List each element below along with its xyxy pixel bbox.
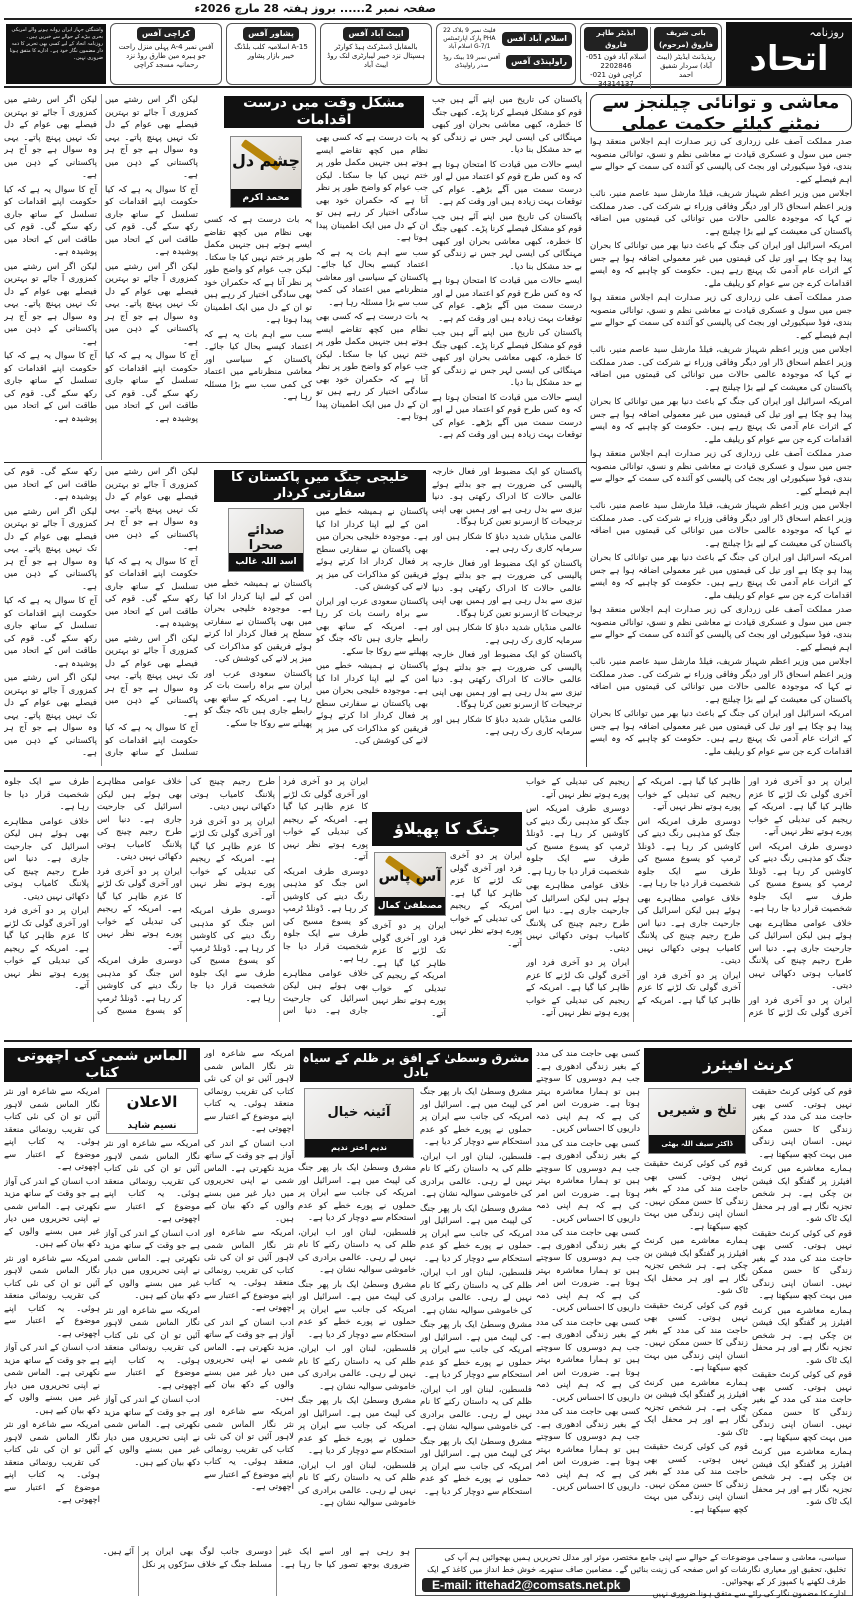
column-body xyxy=(644,1158,748,1542)
paragraph: مشرق وسطیٰ ایک بار پھر جنگ کی لپیٹ میں ہے۔ اسرائیل اور امریکہ کی جانب سے ایران پر حملوں نے پورے خطے کو عدم استحکام سے دوچار کر دیا ہے۔ xyxy=(420,1203,532,1264)
column-body xyxy=(316,132,428,460)
paragraph: لیکن اگر اس رشتے میں کمزوری آ جائے تو بہترین فیصلے بھی عوام کے دل تک نہیں پہنچ پاتے۔ یہی وہ سوال ہے جو آج ہر پاکستانی کے ذہن میں ہے۔ xyxy=(4,673,97,758)
paragraph: ایسے حالات میں قیادت کا امتحان ہوتا ہے کہ وہ کس طرح قوم کو اعتماد میں لے اور درست سمت میں آگے بڑھے۔ عوام کی توقعات بہت زیادہ ہیں اور وقت کم ہے۔ xyxy=(432,392,582,440)
paragraph: آج کا سوال یہ ہے کہ کیا حکومت اپنے اقدامات کو تسلسل کے ساتھ جاری رکھ سکے گی۔ قوم کی طاقت اس کے اتحاد میں پوشیدہ ہے۔ xyxy=(105,556,198,629)
paragraph: آج کا سوال یہ ہے کہ کیا حکومت اپنے اقدامات کو تسلسل کے ساتھ جاری رکھ سکے گی۔ قوم کی طاقت اس کے اتحاد میں پوشیدہ ہے۔ xyxy=(105,351,198,424)
paragraph: امریکہ سے شاعرہ اور نثر نگار الماس شمی لاہور آئیں تو ان کی نئی کتاب کی تقریب رونمائی منعقد ہوئی۔ یہ کتاب اپنے موضوع کے اعتبار سے اچھوتی ہے۔ xyxy=(204,1228,294,1313)
paragraph: اجلاس میں وزیر اعظم شہباز شریف، فیلڈ مارشل سید عاصم منیر، نائب وزیر اعظم اسحاق ڈار اور دیگر وفاقی وزراء نے شرکت کی۔ صدر مملکت نے کہا کہ موجودہ عالمی حالات میں توانائی کی قیمتوں میں اضافہ پاکستان کی معیشت کے لیے بڑا چیلنج ہے۔ xyxy=(590,501,852,549)
paragraph: قوم کی کوئی کرنٹ حقیقت نہیں ہوتی۔ کسی بھی حاجت مند کی مدد کے بغیر زندگی کا حسن ممکن نہیں۔ انسان اپنی زندگی میں بہت کچھ سیکھتا ہے۔ xyxy=(644,1159,748,1232)
paragraph: پاکستان کی تاریخ میں اپنے آئے ہیں جب قوم کو مشکل فیصلے کرنا پڑے۔ کبھی جنگ کا خطرہ، کبھی معاشی بحران اور کبھی مہنگائی کی ایسی لہر جس نے زندگی کو بے حد مشکل بنا دیا۔ xyxy=(432,211,582,272)
paragraph: قوم کی کوئی کرنٹ حقیقت نہیں ہوتی۔ کسی بھی حاجت مند کی مدد کے بغیر زندگی کا حسن ممکن نہیں۔ انسان اپنی زندگی میں بہت کچھ سیکھتا ہے۔ xyxy=(644,1300,748,1373)
column-headline: جنگ کا پھیلاؤ xyxy=(372,812,522,846)
paragraph: ایران پر دو آخری فرد اور آخری گولی تک لڑنے کا عزم ظاہر کیا گیا ہے۔ امریکہ کے ریجیم کی تبدیلی کے خواب پورے ہوتے نظر نہیں آتے۔ xyxy=(748,777,852,837)
phone-islamabad: 051-2202846 xyxy=(585,53,632,70)
column-body xyxy=(204,1048,294,1542)
paragraph: دوسری طرف امریکہ اس جنگ کو مذہبی رنگ دینے کی کاوشیں کر رہا ہے۔ ڈونلڈ ٹرمپ کو یسوع مسیح کی طرف سے ایک جلوہ شخصیت قرار دیا جا رہا ہے۔ xyxy=(748,841,852,914)
paragraph: پاکستان نے ہمیشہ خطے میں امن کے لیے اپنا کردار ادا کیا ہے۔ موجودہ خلیجی بحران میں بھی پاکستان نے سفارتی سطح پر فعال کردار ادا کرتے ہوئے فریقین کو مذاکرات کی میز پر لانے کی کوشش کی۔ xyxy=(316,661,428,746)
paragraph: ادب انسان کے اندر کی آواز ہے جو وقت کے ساتھ مزید نکھرتی ہے۔ الماس شمی نے اپنی تحریروں میں دیار غیر میں بسنے والوں کے دکھ بیان کیے ہیں۔ xyxy=(204,1317,294,1403)
abbottabad-box xyxy=(320,23,432,85)
column-body xyxy=(4,776,368,1022)
peshawar-box xyxy=(226,23,316,85)
paragraph: پاکستان نے ہمیشہ خطے میں امن کے لیے اپنا کردار ادا کیا ہے۔ موجودہ خلیجی بحران میں بھی پاکستان نے سفارتی سطح پر فعال کردار ادا کرتے ہوئے فریقین کو مذاکرات کی میز پر لانے کی کوشش کی۔ xyxy=(316,507,428,592)
peshawar-office: پشاور آفس xyxy=(243,27,299,41)
paragraph: کسی بھی حاجت مند کی مدد کے بغیر زندگی ادھوری ہے۔ جب ہم دوسروں کا سوچتے ہیں تو ہمارا معاشرہ بہتر ہوتا ہے۔ ضرورت اس امر کی ہے کہ ہم اپنی ذمہ داریوں کا احساس کریں۔ xyxy=(536,1407,640,1492)
paragraph: امریکہ اسرائیل اور ایران کی جنگ کے باعث دنیا بھر میں توانائی کا بحران پیدا ہو چکا ہے اور تیل کی قیمتوں میں غیر معمولی اضافہ ہوا ہے جس کے اثرات عام آدمی تک پہنچ رہے ہیں۔ حکومت کو چاہیے کہ وہ ایسے اقدامات کرے جن سے عوام کو ریلیف ملے۔ xyxy=(590,553,852,601)
divider xyxy=(4,1040,852,1042)
paragraph: امریکہ سے شاعرہ اور نثر نگار الماس شمی لاہور آئیں تو ان کی نئی کتاب کی تقریب رونمائی منعقد ہوئی۔ یہ کتاب اپنے موضوع کے اعتبار سے اچھوتی ہے۔ xyxy=(4,1253,100,1339)
article-text: ہو رہی ہے اور اسے ایک غیر ضروری بوجھ تصور کیا جا رہا ہے۔ دوسری جانب لوگ بھی ایران پر مسلط جنگ کے خلاف سڑکوں پر نکل آئے ہیں۔ xyxy=(102,1547,410,1570)
paragraph: پاکستان سعودی عرب اور ایران سے براہ راست بات کر رہا ہے۔ امریکہ کے ساتھ بھی رابطے جاری ہیں تاکہ جنگ کو پھیلنے سے روکا جا سکے۔ xyxy=(316,596,428,657)
paragraph: لیکن اگر اس رشتے میں کمزوری آ جائے تو بہترین فیصلے بھی عوام کے دل تک نہیں پہنچ پاتے۔ یہی وہ سوال ہے جو آج ہر پاکستانی کے ذہن میں ہے۔ xyxy=(105,95,198,180)
column-headline: مشکل وقت میں درست اقدامات xyxy=(224,96,424,128)
column-body xyxy=(450,850,522,1022)
paragraph: ادب انسان کے اندر کی آواز ہے جو وقت کے ساتھ مزید نکھرتی ہے۔ الماس شمی نے اپنی تحریروں میں دیار غیر میں بسنے والوں کے دکھ بیان کیے ہیں۔ xyxy=(204,1138,294,1224)
editor-label: ایڈیٹر طاہر فاروق xyxy=(584,27,648,51)
paragraph: مشرق وسطیٰ ایک بار پھر جنگ کی لپیٹ میں ہے۔ اسرائیل اور امریکہ کی جانب سے ایران پر حملوں نے پورے خطے کو عدم استحکام سے دوچار کر دیا ہے۔ xyxy=(298,1279,416,1340)
paragraph: خلاف عوامی مظاہرے بھی ہوئے ہیں لیکن اسرائیل کی جارحیت جاری ہے۔ دنیا اس طرح رجیم چینج کی پلاننگ کامیاب ہوتی دکھائی نہیں دیتی۔ xyxy=(637,893,741,966)
column-headline: کرنٹ افیئرز xyxy=(644,1048,852,1082)
paragraph: ایران پر دو آخری فرد اور آخری گولی تک لڑنے کا عزم ظاہر کیا گیا ہے۔ امریکہ کے ریجیم کی تبدیلی کے خواب پورے ہوتے نظر نہیں آتے۔ xyxy=(283,777,368,862)
paragraph: مشرق وسطیٰ ایک بار پھر جنگ کی لپیٹ میں ہے۔ اسرائیل اور امریکہ کی جانب سے ایران پر حملوں نے پورے خطے کو عدم استحکام سے دوچار کر دیا ہے۔ xyxy=(420,1436,532,1497)
paragraph: فلسطین، لبنان اور اب ایران، ظلم کی یہ داستان رکنے کا نام نہیں لے رہی۔ عالمی برادری کی خاموشی سوالیہ نشان ہے۔ xyxy=(298,1460,416,1508)
paragraph: فلسطین، لبنان اور اب ایران، ظلم کی یہ داستان رکنے کا نام نہیں لے رہی۔ عالمی برادری کی خاموشی سوالیہ نشان ہے۔ xyxy=(298,1344,416,1392)
article-text xyxy=(4,94,198,460)
paragraph: ایسے حالات میں قیادت کا امتحان ہوتا ہے کہ وہ کس طرح قوم کو اعتماد میں لے اور درست سمت میں آگے بڑھے۔ عوام کی توقعات بہت زیادہ ہیں اور وقت کم ہے۔ xyxy=(432,276,582,324)
paragraph: لیکن اگر اس رشتے میں کمزوری آ جائے تو بہترین فیصلے بھی عوام کے دل تک نہیں پہنچ پاتے۔ یہی وہ سوال ہے جو آج ہر پاکستانی کے ذہن میں ہے۔ xyxy=(105,261,198,347)
column-logo-al-elan xyxy=(106,1088,198,1134)
column-logo-title: آئینہ خیال xyxy=(327,1105,391,1120)
paragraph: امریکہ سے شاعرہ اور نثر نگار الماس شمی لاہور آئیں تو ان کی نئی کتاب کی تقریب رونمائی منعقد ہوئی۔ یہ کتاب اپنے موضوع کے اعتبار سے اچھوتی ہے۔ xyxy=(204,1049,294,1134)
islamabad-rawalpindi-box xyxy=(436,23,576,85)
paragraph: لیکن اگر اس رشتے میں کمزوری آ جائے تو بہترین فیصلے بھی عوام کے دل تک نہیں پہنچ پاتے۔ یہی وہ سوال ہے جو آج ہر پاکستانی کے ذہن میں ہے۔ xyxy=(4,261,97,347)
paragraph: عالمی منڈیاں شدید دباؤ کا شکار ہیں اور سرمایہ کاری رک رہی ہے۔ xyxy=(432,714,582,737)
paragraph: پاکستان کی تاریخ میں اپنے آئے ہیں جب قوم کو مشکل فیصلے کرنا پڑے۔ کبھی جنگ کا خطرہ، کبھی معاشی بحران اور کبھی مہنگائی کی ایسی لہر جس نے زندگی کو بے حد مشکل بنا دیا۔ xyxy=(432,328,582,388)
paragraph: کسی بھی حاجت مند کی مدد کے بغیر زندگی ادھوری ہے۔ جب ہم دوسروں کا سوچتے ہیں تو ہمارا معاشرہ بہتر ہوتا ہے۔ ضرورت اس امر کی ہے کہ ہم اپنی ذمہ داریوں کا احساس کریں۔ xyxy=(536,1138,640,1224)
paragraph: کسی بھی حاجت مند کی مدد کے بغیر زندگی ادھوری ہے۔ جب ہم دوسروں کا سوچتے ہیں تو ہمارا معاشرہ بہتر ہوتا ہے۔ ضرورت اس امر کی ہے کہ ہم اپنی ذمہ داریوں کا احساس کریں۔ xyxy=(536,1049,640,1134)
paragraph: آج کا سوال یہ ہے کہ کیا حکومت اپنے اقدامات کو تسلسل کے ساتھ جاری رکھ سکے گی۔ قوم کی طاقت اس کے اتحاد میں پوشیدہ ہے۔ xyxy=(4,467,198,758)
paragraph: دوسری طرف امریکہ اس جنگ کو مذہبی رنگ دینے کی کاوشیں کر رہا ہے۔ ڈونلڈ ٹرمپ کو یسوع مسیح کی طرف سے ایک جلوہ شخصیت قرار دیا جا رہا ہے۔ xyxy=(637,816,741,889)
column-headline: خلیجی جنگ میں پاکستان کا سفارتی کردار xyxy=(214,470,426,502)
karachi-office: کراچی آفس xyxy=(137,27,195,41)
paragraph: خلاف عوامی مظاہرے بھی ہوئے ہیں لیکن اسرائیل کی جارحیت جاری ہے۔ دنیا اس طرح رجیم چینج کی پلاننگ کامیاب ہوتی دکھائی نہیں دیتی۔ xyxy=(190,777,368,1016)
paragraph: پاکستان کو ایک مضبوط اور فعال خارجہ پالیسی کی ضرورت ہے جو بدلتے ہوئے عالمی حالات کا ادراک رکھتی ہو۔ دنیا تیزی سے بدل رہی ہے اور ہمیں بھی اپنی ترجیحات کا ازسرنو تعین کرنا ہوگا۔ xyxy=(432,558,582,619)
paragraph: فلسطین، لبنان اور اب ایران، ظلم کی یہ داستان رکنے کا نام نہیں لے رہی۔ عالمی برادری کی خاموشی سوالیہ نشان ہے۔ xyxy=(298,1227,416,1275)
paragraph: صدر مملکت آصف علی زرداری کی زیر صدارت اہم اجلاس منعقد ہوا جس میں سول و عسکری قیادت نے معاشی نظم و نسق، توانائی منصوبہ بندی، فوڈ سیکیورٹی اور بجٹ کی پالیسی کو آئندہ کی سمت کے حوالے سے اہم فیصلے کیے۔ xyxy=(590,293,852,341)
paragraph: قوم کی کوئی کرنٹ حقیقت نہیں ہوتی۔ کسی بھی حاجت مند کی مدد کے بغیر زندگی کا حسن ممکن نہیں۔ انسان اپنی زندگی میں بہت کچھ سیکھتا ہے۔ xyxy=(644,1442,748,1515)
phone-label: اسلام آباد فون xyxy=(604,53,647,61)
paragraph: خلاف عوامی مظاہرے بھی ہوئے ہیں لیکن اسرائیل کی جارحیت جاری ہے۔ دنیا اس طرح رجیم چینج کی پلاننگ کامیاب ہوتی دکھائی نہیں دیتی۔ xyxy=(97,777,182,862)
resident-editor: ریذیڈنٹ ایڈیٹر (ایبٹ آباد) سردار شفیق احمد xyxy=(656,53,716,79)
paragraph: خلاف عوامی مظاہرے بھی ہوئے ہیں لیکن اسرائیل کی جارحیت جاری ہے۔ دنیا اس طرح رجیم چینج کی پلاننگ کامیاب ہوتی دکھائی نہیں دیتی۔ xyxy=(4,816,89,902)
column-body xyxy=(316,506,428,768)
paragraph: لیکن اگر اس رشتے میں کمزوری آ جائے تو بہترین فیصلے بھی عوام کے دل تک نہیں پہنچ پاتے۔ یہی وہ سوال ہے جو آج ہر پاکستانی کے ذہن میں ہے۔ xyxy=(4,506,97,592)
founder-label: بانی شریف فاروق (مرحوم) xyxy=(654,27,718,51)
submission-notice xyxy=(415,1548,853,1596)
paragraph: آج کا سوال یہ ہے کہ کیا حکومت اپنے اقدامات کو تسلسل کے ساتھ جاری رکھ سکے گی۔ قوم کی طاقت اس کے اتحاد میں پوشیدہ ہے۔ xyxy=(4,596,97,669)
column-logo-talkh-o-shireen xyxy=(648,1088,746,1154)
column-body xyxy=(752,1086,852,1542)
paragraph: آج کا سوال یہ ہے کہ کیا حکومت اپنے اقدامات کو تسلسل کے ساتھ جاری رکھ سکے گی۔ قوم کی طاقت اس کے اتحاد میں پوشیدہ ہے۔ xyxy=(4,184,97,257)
column-logo-aas-paas xyxy=(374,852,446,916)
column-logo-title: آس پاس xyxy=(378,867,442,885)
email-link[interactable]: E-mail: ittehad2@comsats.net.pk xyxy=(422,1578,630,1592)
paragraph: ایران پر دو آخری فرد اور آخری گولی تک لڑنے کا عزم ظاہر کیا گیا ہے۔ امریکہ کے ریجیم کی تبدیلی کے خواب پورے ہوتے نظر نہیں آتے۔ xyxy=(637,777,852,1018)
paragraph: امریکہ سے شاعرہ اور نثر نگار الماس شمی لاہور آئیں تو ان کی نئی کتاب کی تقریب رونمائی منعقد ہوئی۔ یہ کتاب اپنے موضوع کے اعتبار سے اچھوتی ہے۔ xyxy=(104,1305,200,1391)
paragraph: اجلاس میں وزیر اعظم شہباز شریف، فیلڈ مارشل سید عاصم منیر، نائب وزیر اعظم اسحاق ڈار اور دیگر وفاقی وزراء نے شرکت کی۔ صدر مملکت نے کہا کہ موجودہ عالمی حالات میں توانائی کی قیمتوں میں اضافہ پاکستان کی معیشت کے لیے بڑا چیلنج ہے۔ xyxy=(590,189,852,237)
column-body xyxy=(420,1086,532,1542)
paragraph: صدر مملکت آصف علی زرداری کی زیر صدارت اہم اجلاس منعقد ہوا جس میں سول و عسکری قیادت نے معاشی نظم و نسق، توانائی منصوبہ بندی، فوڈ سیکیورٹی اور بجٹ کی پالیسی کو آئندہ کی سمت کے حوالے سے اہم فیصلے کیے۔ xyxy=(590,449,852,497)
paragraph: صدر مملکت آصف علی زرداری کی زیر صدارت اہم اجلاس منعقد ہوا جس میں سول و عسکری قیادت نے معاشی نظم و نسق، توانائی منصوبہ بندی، فوڈ سیکیورٹی اور بجٹ کی پالیسی کو آئندہ کی سمت کے حوالے سے اہم فیصلے کیے۔ xyxy=(590,605,852,653)
masthead xyxy=(4,18,852,88)
paragraph: فلسطین، لبنان اور اب ایران، ظلم کی یہ داستان رکنے کا نام نہیں لے رہی۔ عالمی برادری کی خاموشی سوالیہ نشان ہے۔ xyxy=(420,1268,532,1316)
paragraph: ایران پر دو آخری فرد اور آخری گولی تک لڑنے کا عزم ظاہر کیا گیا ہے۔ امریکہ کے ریجیم کی تبدیلی کے خواب پورے ہوتے نظر نہیں آتے۔ xyxy=(190,816,275,902)
paragraph: ایران پر دو آخری فرد اور آخری گولی تک لڑنے کا عزم ظاہر کیا گیا ہے۔ امریکہ کے ریجیم کی تبدیلی کے خواب پورے ہوتے نظر نہیں آتے۔ xyxy=(450,851,522,949)
paragraph: ادب انسان کے اندر کی آواز ہے جو وقت کے ساتھ مزید نکھرتی ہے۔ الماس شمی نے اپنی تحریروں میں دیار غیر میں بسنے والوں کے دکھ بیان کیے ہیں۔ xyxy=(4,1343,100,1416)
paragraph: دوسری طرف امریکہ اس جنگ کو مذہبی رنگ دینے کی کاوشیں کر رہا ہے۔ ڈونلڈ ٹرمپ کو یسوع مسیح کی طرف سے ایک جلوہ شخصیت قرار دیا جا رہا ہے۔ xyxy=(526,804,630,877)
paragraph: کسی بھی حاجت مند کی مدد کے بغیر زندگی ادھوری ہے۔ جب ہم دوسروں کا سوچتے ہیں تو ہمارا معاشرہ بہتر ہوتا ہے۔ ضرورت اس امر کی ہے کہ ہم اپنی ذمہ داریوں کا احساس کریں۔ xyxy=(536,1317,640,1403)
paragraph: مشرق وسطیٰ ایک بار پھر جنگ کی لپیٹ میں ہے۔ اسرائیل اور امریکہ کی جانب سے ایران پر حملوں نے پورے خطے کو عدم استحکام سے دوچار کر دیا ہے۔ xyxy=(298,1163,416,1223)
column-logo-sada-e-sehra xyxy=(228,508,304,572)
paragraph: مشرق وسطیٰ ایک بار پھر جنگ کی لپیٹ میں ہے۔ اسرائیل اور امریکہ کی جانب سے ایران پر حملوں نے پورے خطے کو عدم استحکام سے دوچار کر دیا ہے۔ xyxy=(298,1396,416,1456)
paragraph: یہ بات درست ہے کہ کسی بھی نظام میں کچھ تقاضے ایسے ہوتے ہیں جنہیں مکمل طور پر ختم نہیں کیا جا سکتا۔ لیکن جب عوام کو واضح طور پر نظر آتا ہے کہ حکمران خود بھی سادگی اختیار کر رہے ہیں تو ان کے دل میں ایک اطمینان پیدا ہوتا ہے۔ xyxy=(204,215,312,325)
paragraph: ہمارے معاشرے میں کرنٹ افیئرز پر گفتگو ایک فیشن بن چکی ہے۔ ہر شخص تجزیہ نگار ہے اور ہر محفل ایک ٹاک شو۔ xyxy=(752,1305,852,1366)
abbottabad-office: ایبٹ آباد آفس xyxy=(343,27,408,41)
paragraph: ادب انسان کے اندر کی آواز ہے جو وقت کے ساتھ مزید نکھرتی ہے۔ الماس شمی نے اپنی تحریروں میں دیار غیر میں بسنے والوں کے دکھ بیان کیے ہیں۔ xyxy=(4,1176,100,1249)
paragraph: سب سے اہم بات یہ ہے کہ اعتماد کیسے بحال کیا جائے۔ پاکستان کے سیاسی اور معاشی منظرنامے میں اعتماد کی کمی سب سے بڑا مسئلہ رہا ہے۔ xyxy=(204,329,312,402)
divider xyxy=(586,92,587,767)
article-text xyxy=(432,466,582,766)
phone-karachi: 021-34314137 xyxy=(590,71,634,88)
newspaper-logo xyxy=(726,22,852,86)
paragraph: صدر مملکت آصف علی زرداری کی زیر صدارت اہم اجلاس منعقد ہوا جس میں سول و عسکری قیادت نے معاشی نظم و نسق، توانائی منصوبہ بندی، فوڈ سیکیورٹی اور بجٹ کی پالیسی کو آئندہ کی سمت کے حوالے سے اہم فیصلے کیے۔ xyxy=(590,137,852,185)
divider xyxy=(4,770,852,772)
column-logo-aaina-e-khayal xyxy=(304,1088,414,1158)
paragraph: ایران پر دو آخری فرد اور آخری گولی تک لڑنے کا عزم ظاہر کیا گیا ہے۔ امریکہ کے ریجیم کی تبدیلی کے خواب پورے ہوتے نظر نہیں آتے۔ xyxy=(4,906,89,991)
column-body xyxy=(298,1162,416,1542)
paragraph: اجلاس میں وزیر اعظم شہباز شریف، فیلڈ مارشل سید عاصم منیر، نائب وزیر اعظم اسحاق ڈار اور دیگر وفاقی وزراء نے شرکت کی۔ صدر مملکت نے کہا کہ موجودہ عالمی حالات میں توانائی کی قیمتوں میں اضافہ پاکستان کی معیشت کے لیے بڑا چیلنج ہے۔ xyxy=(590,345,852,393)
column-logo-title: تلخ و شیریں xyxy=(657,1103,737,1118)
logo-subtitle: روزنامہ xyxy=(809,26,844,39)
column-body xyxy=(204,214,312,460)
paragraph: مشرق وسطیٰ ایک بار پھر جنگ کی لپیٹ میں ہے۔ اسرائیل اور امریکہ کی جانب سے ایران پر حملوں نے پورے خطے کو عدم استحکام سے دوچار کر دیا ہے۔ xyxy=(420,1087,532,1147)
editor-box xyxy=(580,23,722,88)
column-body xyxy=(4,1086,100,1542)
paragraph: دوسری طرف امریکہ اس جنگ کو مذہبی رنگ دینے کی کاوشیں کر رہا ہے۔ ڈونلڈ ٹرمپ کو یسوع مسیح کی طرف سے ایک جلوہ شخصیت قرار دیا جا رہا ہے۔ xyxy=(190,906,275,1004)
paragraph: قوم کی کوئی کرنٹ حقیقت نہیں ہوتی۔ کسی بھی حاجت مند کی مدد کے بغیر زندگی کا حسن ممکن نہیں۔ انسان اپنی زندگی میں بہت کچھ سیکھتا ہے۔ xyxy=(752,1087,852,1160)
paragraph: امریکہ اسرائیل اور ایران کی جنگ کے باعث دنیا بھر میں توانائی کا بحران پیدا ہو چکا ہے اور تیل کی قیمتوں میں غیر معمولی اضافہ ہوا ہے جس کے اثرات عام آدمی تک پہنچ رہے ہیں۔ حکومت کو چاہیے کہ وہ ایسے اقدامات کرے جن سے عوام کو ریلیف ملے۔ xyxy=(590,709,852,757)
paragraph: قوم کی کوئی کرنٹ حقیقت نہیں ہوتی۔ کسی بھی حاجت مند کی مدد کے بغیر زندگی کا حسن ممکن نہیں۔ انسان اپنی زندگی میں بہت کچھ سیکھتا ہے۔ xyxy=(752,1228,852,1301)
paragraph: اجلاس میں وزیر اعظم شہباز شریف، فیلڈ مارشل سید عاصم منیر، نائب وزیر اعظم اسحاق ڈار اور دیگر وفاقی وزراء نے شرکت کی۔ صدر مملکت نے کہا کہ موجودہ عالمی حالات میں توانائی کی قیمتوں میں اضافہ پاکستان کی معیشت کے لیے بڑا چیلنج ہے۔ xyxy=(590,657,852,705)
paragraph: ایران پر دو آخری فرد اور آخری گولی تک لڑنے کا عزم ظاہر کیا گیا ہے۔ امریکہ کے ریجیم کی تبدیلی کے خواب پورے ہوتے نظر نہیں آتے۔ xyxy=(526,777,741,1006)
paragraph: ایران پر دو آخری فرد اور آخری گولی تک لڑنے کا عزم ظاہر کیا گیا ہے۔ امریکہ کے ریجیم کی تبدیلی کے خواب پورے ہوتے نظر نہیں آتے۔ xyxy=(372,921,446,1019)
column-body xyxy=(526,776,852,1022)
editorial-headline: معاشی و توانائی چیلنجز سے نمٹنے کیلئے حکمت عملی xyxy=(590,94,852,132)
paragraph: آج کا سوال یہ ہے کہ کیا حکومت اپنے اقدامات کو تسلسل کے ساتھ جاری رکھ سکے گی۔ قوم کی طاقت اس کے اتحاد میں پوشیدہ ہے۔ xyxy=(105,184,198,257)
columnist-name: اسد اللہ غالب xyxy=(229,553,303,571)
karachi-address: آفس نمبر A-4 پہلی منزل راحت جو ہیرہ مین طارق روڈ نزد رحمانیہ مسجد کراچی xyxy=(118,43,214,69)
paragraph: امریکہ سے شاعرہ اور نثر نگار الماس شمی لاہور آئیں تو ان کی نئی کتاب کی تقریب رونمائی منعقد ہوئی۔ یہ کتاب اپنے موضوع کے اعتبار سے اچھوتی ہے۔ xyxy=(104,1139,200,1224)
column-body xyxy=(372,776,522,808)
column-logo-title: الاعلان xyxy=(126,1093,178,1111)
column-headline: مشرق وسطیٰ کے افق پر ظلم کے سیاہ بادل xyxy=(300,1048,532,1082)
logo-title: اتحاد xyxy=(749,39,829,79)
columnist-name: ندیم اختر ندیم xyxy=(305,1139,413,1157)
phone-label: کراچی فون xyxy=(608,71,642,79)
paragraph: ادب انسان کے اندر کی آواز ہے جو وقت کے ساتھ مزید نکھرتی ہے۔ الماس شمی نے اپنی تحریروں میں دیار غیر میں بسنے والوں کے دکھ بیان کیے ہیں۔ xyxy=(104,1228,200,1301)
page-date-line: صفحہ نمبر 2...... بروز ہفتہ 28 مارچ 2026ء xyxy=(194,2,436,15)
columnist-name: ڈاکٹر سیف اللہ بھٹی xyxy=(649,1135,745,1153)
disclaimer-text: ادارے کا مضمون نگار کی رائے سے متفق ہونا ضروری نہیں xyxy=(652,1589,846,1598)
paragraph: مشرق وسطیٰ ایک بار پھر جنگ کی لپیٹ میں ہے۔ اسرائیل اور امریکہ کی جانب سے ایران پر حملوں نے پورے خطے کو عدم استحکام سے دوچار کر دیا ہے۔ xyxy=(420,1320,532,1380)
paragraph: فلسطین، لبنان اور اب ایران، ظلم کی یہ داستان رکنے کا نام نہیں لے رہی۔ عالمی برادری کی خاموشی سوالیہ نشان ہے۔ xyxy=(420,1384,532,1432)
column-headline: الماس شمی کی اچھوتی کتاب xyxy=(4,1048,200,1082)
paragraph: ہمارے معاشرے میں کرنٹ افیئرز پر گفتگو ایک فیشن بن چکی ہے۔ ہر شخص تجزیہ نگار ہے اور ہر محفل ایک ٹاک شو۔ xyxy=(752,1447,852,1507)
peshawar-address: 15-A اسلامیہ کلب بلڈنگ خیبر بازار پشاور xyxy=(234,43,308,60)
paragraph: پاکستان کو ایک مضبوط اور فعال خارجہ پالیسی کی ضرورت ہے جو بدلتے ہوئے عالمی حالات کا ادراک رکھتی ہو۔ دنیا تیزی سے بدل رہی ہے اور ہمیں بھی اپنی ترجیحات کا ازسرنو تعین کرنا ہوگا۔ xyxy=(432,467,582,527)
paragraph: پاکستان کو ایک مضبوط اور فعال خارجہ پالیسی کی ضرورت ہے جو بدلتے ہوئے عالمی حالات کا ادراک رکھتی ہو۔ دنیا تیزی سے بدل رہی ہے اور ہمیں بھی اپنی ترجیحات کا ازسرنو تعین کرنا ہوگا۔ xyxy=(432,650,582,710)
paragraph: یہ بات درست ہے کہ کسی بھی نظام میں کچھ تقاضے ایسے ہوتے ہیں جنہیں مکمل طور پر ختم نہیں کیا جا سکتا۔ لیکن جب عوام کو واضح طور پر نظر آتا ہے کہ حکمران خود بھی سادگی اختیار کر رہے ہیں تو ان کے دل میں ایک اطمینان پیدا ہوتا ہے۔ xyxy=(316,312,428,422)
masthead-notice: واشنگٹن جہاز ایران روانہ ہونے والے امریکی بحری بیڑے کے حوالے سے خبریں ہیں۔ روزنامہ اتحاد کے لیے کسی بھی تحریر کا ذمہ دار مضمون نگار خود ہے۔ ادارے کا متفق ہونا ضروری نہیں۔ xyxy=(6,24,106,84)
islamabad-address: فلیٹ نمبر 9 بلاک 22 PHA پارک اپارٹمنٹس G-7/1 اسلام آباد xyxy=(443,27,496,50)
notice-text: سیاسی، معاشی و سماجی موضوعات کے حوالے سے اپنی جامع مختصر، موثر اور مدلل تحریریں ہمیں بھجوائیں ہم آپ کی تخلیق، تحقیق اور معیاری نگارشات کو اس صفحہ کی زینت بنائیں گے۔ مضامین صاف ستھرے، خوش خط انداز میں کاغذ کے ایک طرف لکھنے یا کمپوز کر کے بھجوائیں۔ xyxy=(427,1553,846,1586)
paragraph: قوم کی کوئی کرنٹ حقیقت نہیں ہوتی۔ کسی بھی حاجت مند کی مدد کے بغیر زندگی کا حسن ممکن نہیں۔ انسان اپنی زندگی میں بہت کچھ سیکھتا ہے۔ xyxy=(752,1370,852,1443)
columnist-name: مصطفیٰ کمال xyxy=(375,897,445,915)
paragraph: پاکستان کی تاریخ میں اپنے آئے ہیں جب قوم کو مشکل فیصلے کرنا پڑے۔ کبھی جنگ کا خطرہ، کبھی معاشی بحران اور کبھی مہنگائی کی ایسی لہر جس نے زندگی کو بے حد مشکل بنا دیا۔ xyxy=(432,95,582,155)
paragraph: امریکہ اسرائیل اور ایران کی جنگ کے باعث دنیا بھر میں توانائی کا بحران پیدا ہو چکا ہے اور تیل کی قیمتوں میں غیر معمولی اضافہ ہوا ہے جس کے اثرات عام آدمی تک پہنچ رہے ہیں۔ حکومت کو چاہیے کہ وہ ایسے اقدامات کرے جن سے عوام کو ریلیف ملے۔ xyxy=(590,397,852,445)
column-logo-title: صدائے صحرا xyxy=(247,523,285,553)
columnist-name: نسیم شاہد xyxy=(107,1119,197,1133)
paragraph: آج کا سوال یہ ہے کہ کیا حکومت اپنے اقدامات کو تسلسل کے ساتھ جاری رکھ سکے گی۔ قوم کی طاقت اس کے اتحاد میں پوشیدہ ہے۔ xyxy=(4,351,97,424)
abbottabad-address: بالمقابل ڈسٹرکٹ ہیڈ کوارٹر ہسپتال نزد خیبر لیبارٹری لنک روڈ ایبٹ آباد xyxy=(327,43,425,69)
columnist-name: محمد اکرم xyxy=(231,189,301,207)
paragraph: لیکن اگر اس رشتے میں کمزوری آ جائے تو بہترین فیصلے بھی عوام کے دل تک نہیں پہنچ پاتے۔ یہی وہ سوال ہے جو آج ہر پاکستانی کے ذہن میں ہے۔ xyxy=(105,467,198,552)
paragraph: فلسطین، لبنان اور اب ایران، ظلم کی یہ داستان رکنے کا نام نہیں لے رہی۔ عالمی برادری کی خاموشی سوالیہ نشان ہے۔ xyxy=(420,1151,532,1199)
article-text xyxy=(536,1048,640,1542)
karachi-box xyxy=(110,23,222,85)
paragraph: دوسری طرف امریکہ اس جنگ کو مذہبی رنگ دینے کی کاوشیں کر رہا ہے۔ ڈونلڈ ٹرمپ کو یسوع مسیح کی طرف سے ایک جلوہ شخصیت قرار دیا جا رہا ہے۔ xyxy=(283,866,368,964)
paragraph: کسی بھی حاجت مند کی مدد کے بغیر زندگی ادھوری ہے۔ جب ہم دوسروں کا سوچتے ہیں تو ہمارا معاشرہ بہتر ہوتا ہے۔ ضرورت اس امر کی ہے کہ ہم اپنی ذمہ داریوں کا احساس کریں۔ xyxy=(536,1228,640,1313)
paragraph: پاکستان سعودی عرب اور ایران سے براہ راست بات کر رہا ہے۔ امریکہ کے ساتھ بھی رابطے جاری ہیں تاکہ جنگ کو پھیلنے سے روکا جا سکے۔ xyxy=(204,668,312,729)
paragraph: ہمارے معاشرے میں کرنٹ افیئرز پر گفتگو ایک فیشن بن چکی ہے۔ ہر شخص تجزیہ نگار ہے اور ہر محفل ایک ٹاک شو۔ xyxy=(752,1164,852,1224)
paragraph: سب سے اہم بات یہ ہے کہ اعتماد کیسے بحال کیا جائے۔ پاکستان کے سیاسی اور معاشی منظرنامے میں اعتماد کی کمی سب سے بڑا مسئلہ رہا ہے۔ xyxy=(316,247,428,308)
rawalpindi-address: آفس نمبر 19 بینک روڈ صدر راولپنڈی xyxy=(443,54,500,69)
paragraph: عالمی منڈیاں شدید دباؤ کا شکار ہیں اور سرمایہ کاری رک رہی ہے۔ xyxy=(432,623,582,646)
paragraph: امریکہ سے شاعرہ اور نثر نگار الماس شمی لاہور آئیں تو ان کی نئی کتاب کی تقریب رونمائی منعقد ہوئی۔ یہ کتاب اپنے موضوع کے اعتبار سے اچھوتی ہے۔ xyxy=(4,1087,100,1172)
paragraph: دوسری طرف امریکہ اس جنگ کو مذہبی رنگ دینے کی کاوشیں کر رہا ہے۔ ڈونلڈ ٹرمپ کو یسوع مسیح کی طرف سے ایک جلوہ شخصیت قرار دیا جا رہا ہے۔ xyxy=(4,777,182,1016)
paragraph: ادب انسان کے اندر کی آواز ہے جو وقت کے ساتھ مزید نکھرتی ہے۔ الماس شمی نے اپنی تحریروں میں دیار غیر میں بسنے والوں کے دکھ بیان کیے ہیں۔ xyxy=(104,1395,200,1468)
paragraph: ہمارے معاشرے میں کرنٹ افیئرز پر گفتگو ایک فیشن بن چکی ہے۔ ہر شخص تجزیہ نگار ہے اور ہر محفل ایک ٹاک شو۔ xyxy=(644,1236,748,1296)
rawalpindi-office: راولپنڈی آفس xyxy=(506,55,572,69)
column-body xyxy=(372,920,446,1022)
paragraph: خلاف عوامی مظاہرے بھی ہوئے ہیں لیکن اسرائیل کی جارحیت جاری ہے۔ دنیا اس طرح رجیم چینج کی پلاننگ کامیاب ہوتی دکھائی نہیں دیتی۔ xyxy=(526,881,630,954)
column-logo-title: چشم دل xyxy=(231,151,301,170)
paragraph: پاکستان نے ہمیشہ خطے میں امن کے لیے اپنا کردار ادا کیا ہے۔ موجودہ خلیجی بحران میں بھی پاکستان نے سفارتی سطح پر فعال کردار ادا کرتے ہوئے فریقین کو مذاکرات کی میز پر لانے کی کوشش کی۔ xyxy=(204,579,312,664)
paragraph: عالمی منڈیاں شدید دباؤ کا شکار ہیں اور سرمایہ کاری رک رہی ہے۔ xyxy=(432,531,582,554)
paragraph: ایسے حالات میں قیادت کا امتحان ہوتا ہے کہ وہ کس طرح قوم کو اعتماد میں لے اور درست سمت میں آگے بڑھے۔ عوام کی توقعات بہت زیادہ ہیں اور وقت کم ہے۔ xyxy=(432,159,582,207)
divider xyxy=(4,462,586,463)
editorial-body xyxy=(590,136,852,766)
paragraph: امریکہ سے شاعرہ اور نثر نگار الماس شمی لاہور آئیں تو ان کی نئی کتاب کی تقریب رونمائی منعقد ہوئی۔ یہ کتاب اپنے موضوع کے اعتبار سے اچھوتی ہے۔ xyxy=(204,1407,294,1492)
islamabad-office: اسلام آباد آفس xyxy=(502,32,572,46)
column-body xyxy=(104,1138,200,1542)
paragraph: ایران پر دو آخری فرد اور آخری گولی تک لڑنے کا عزم ظاہر کیا گیا ہے۔ امریکہ کے ریجیم کی تبدیلی کے خواب پورے ہوتے نظر نہیں آتے۔ xyxy=(97,866,182,952)
paragraph: لیکن اگر اس رشتے میں کمزوری آ جائے تو بہترین فیصلے بھی عوام کے دل تک نہیں پہنچ پاتے۔ یہی وہ سوال ہے جو آج ہر پاکستانی کے ذہن میں ہے۔ xyxy=(105,633,198,719)
paragraph: خلاف عوامی مظاہرے بھی ہوئے ہیں لیکن اسرائیل کی جارحیت جاری ہے۔ دنیا اس طرح رجیم چینج کی پلاننگ کامیاب ہوتی دکھائی نہیں دیتی۔ xyxy=(748,918,852,991)
paragraph: لیکن اگر اس رشتے میں کمزوری آ جائے تو بہترین فیصلے بھی عوام کے دل تک نہیں پہنچ پاتے۔ یہی وہ سوال ہے جو آج ہر پاکستانی کے ذہن میں ہے۔ xyxy=(4,95,97,180)
paragraph: یہ بات درست ہے کہ کسی بھی نظام میں کچھ تقاضے ایسے ہوتے ہیں جنہیں مکمل طور پر ختم نہیں کیا جا سکتا۔ لیکن جب عوام کو واضح طور پر نظر آتا ہے کہ حکمران خود بھی سادگی اختیار کر رہے ہیں تو ان کے دل میں ایک اطمینان پیدا ہوتا ہے۔ xyxy=(316,133,428,243)
paragraph: ہمارے معاشرے میں کرنٹ افیئرز پر گفتگو ایک فیشن بن چکی ہے۔ ہر شخص تجزیہ نگار ہے اور ہر محفل ایک ٹاک شو۔ xyxy=(644,1377,748,1438)
column-logo-chashm-e-dil xyxy=(230,136,302,208)
column-body xyxy=(204,578,312,768)
paragraph: امریکہ اسرائیل اور ایران کی جنگ کے باعث دنیا بھر میں توانائی کا بحران پیدا ہو چکا ہے اور تیل کی قیمتوں میں غیر معمولی اضافہ ہوا ہے جس کے اثرات عام آدمی تک پہنچ رہے ہیں۔ حکومت کو چاہیے کہ وہ ایسے اقدامات کرے جن سے عوام کو ریلیف ملے۔ xyxy=(590,241,852,289)
article-text xyxy=(4,466,198,766)
paragraph: امریکہ سے شاعرہ اور نثر نگار الماس شمی لاہور آئیں تو ان کی نئی کتاب کی تقریب رونمائی منعقد ہوئی۔ یہ کتاب اپنے موضوع کے اعتبار سے اچھوتی ہے۔ xyxy=(4,1420,100,1505)
paragraph: ایران پر دو آخری فرد اور آخری گولی تک لڑنے کا عزم ظاہر کیا گیا ہے۔ امریکہ کے ریجیم کی تبدیلی کے خواب پورے ہوتے نظر نہیں آتے۔ xyxy=(526,958,630,1018)
article-text xyxy=(432,94,582,460)
